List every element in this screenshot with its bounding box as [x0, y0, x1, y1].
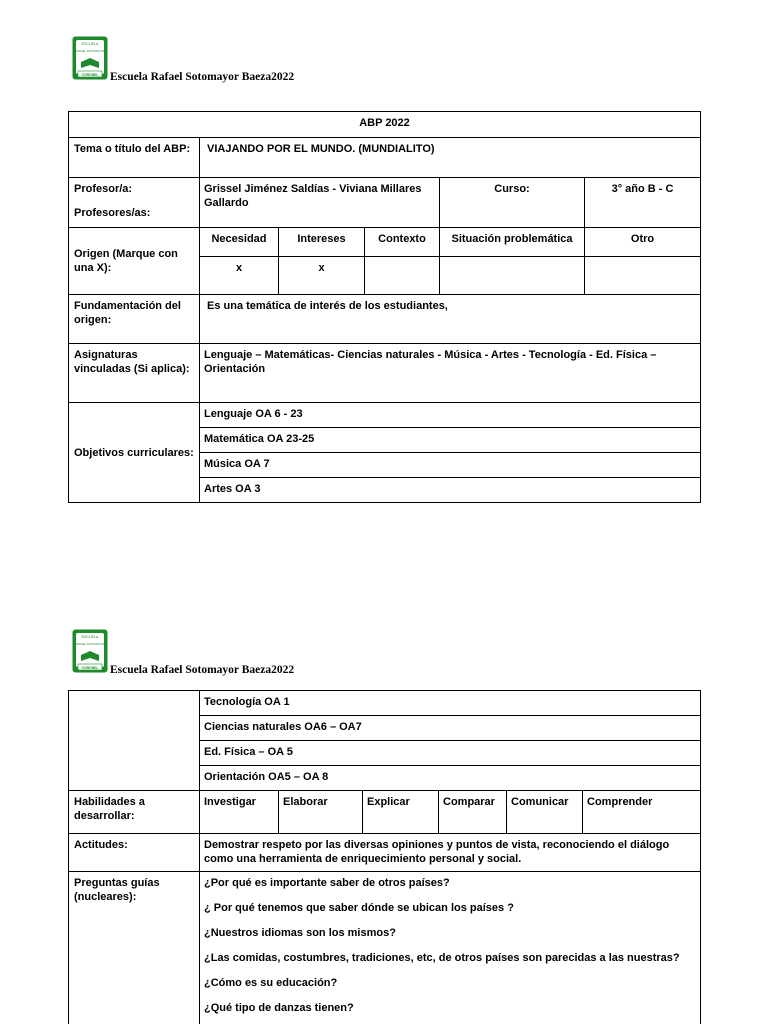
profesor-label: Profesor/a:	[74, 183, 133, 195]
habilidades-label: Habilidades a desarrollar:	[69, 791, 200, 834]
pregunta-item: ¿Por qué es importante saber de otros países?	[204, 877, 450, 889]
origen-option: Contexto	[365, 228, 440, 257]
pregunta-item: ¿Nuestros idiomas son los mismos?	[204, 927, 396, 939]
school-name: Escuela Rafael Sotomayor Baeza2022	[110, 664, 295, 676]
pregunta-item: ¿Qué tipo de danzas tienen?	[204, 1002, 354, 1014]
origen-mark	[585, 257, 701, 295]
origen-mark	[365, 257, 440, 295]
origen-option: Necesidad	[200, 228, 279, 257]
logo-top-text: ESCUELA	[81, 42, 99, 46]
fundamentacion-label: Fundamentación del origen:	[69, 295, 200, 344]
pregunta-item: ¿ Por qué tenemos que saber dónde se ubican los países ?	[204, 902, 514, 914]
curso-value: 3° año B - C	[585, 178, 701, 228]
asignaturas-value: Lenguaje – Matemáticas- Ciencias naturales - Música - Artes - Tecnología - Ed. Física – Orientación	[200, 344, 701, 403]
asignaturas-label: Asignaturas vinculadas (Si aplica):	[69, 344, 200, 403]
preguntas-cell	[200, 872, 701, 1024]
origen-mark: x	[200, 257, 279, 295]
habilidad-item: Elaborar	[279, 791, 363, 834]
tema-label: Tema o título del ABP:	[69, 138, 200, 178]
habilidad-item: Explicar	[363, 791, 439, 834]
habilidad-item: Comunicar	[507, 791, 583, 834]
fundamentacion-value: Es una temática de interés de los estudiantes,	[200, 295, 701, 344]
objetivo-item: Tecnología OA 1	[200, 691, 701, 716]
preguntas-label: Preguntas guías (nucleares):	[69, 872, 200, 1024]
logo-middle-text: RAFAEL SOTOMAYOR	[75, 642, 105, 646]
abp-table-continued	[68, 690, 701, 1024]
actitudes-label: Actitudes:	[69, 834, 200, 872]
origen-label: Origen (Marque con una X):	[69, 228, 200, 295]
habilidad-item: Comparar	[439, 791, 507, 834]
objetivos-label-empty	[69, 691, 200, 791]
origen-mark	[440, 257, 585, 295]
logo-bottom-text: CORONEL	[81, 73, 99, 77]
origen-option: Intereses	[279, 228, 365, 257]
school-logo	[72, 36, 108, 80]
school-name: Escuela Rafael Sotomayor Baeza2022	[110, 71, 295, 83]
objetivos-label: Objetivos curriculares:	[69, 403, 200, 503]
table-title: ABP 2022	[69, 112, 701, 138]
profesor-value: Grissel Jiménez Saldías - Viviana Millares Gallardo	[200, 178, 440, 228]
objetivo-item: Ed. Física – OA 5	[200, 741, 701, 766]
origen-option: Situación problemática	[440, 228, 585, 257]
objetivo-item: Artes OA 3	[200, 478, 701, 503]
actitudes-value: Demostrar respeto por las diversas opiniones y puntos de vista, reconociendo el diálogo como una herramienta de enriquecimiento personal y social.	[200, 834, 701, 872]
origen-option: Otro	[585, 228, 701, 257]
objetivo-item: Matemática OA 23-25	[200, 428, 701, 453]
tema-value: VIAJANDO POR EL MUNDO. (MUNDIALITO)	[200, 138, 701, 178]
document-page-2	[0, 594, 768, 1024]
logo-bottom-text: CORONEL	[81, 666, 99, 670]
habilidad-item: Investigar	[200, 791, 279, 834]
habilidad-item: Comprender	[583, 791, 701, 834]
school-logo	[72, 629, 108, 673]
curso-label: Curso:	[440, 178, 585, 228]
logo-middle-text: RAFAEL SOTOMAYOR	[75, 49, 105, 53]
abp-table	[68, 111, 701, 503]
pregunta-item: ¿Las comidas, costumbres, tradiciones, etc, de otros países son parecidas a las nuestras?	[204, 952, 680, 964]
pregunta-item: ¿Cómo es su educación?	[204, 977, 338, 989]
logo-top-text: ESCUELA	[81, 635, 99, 639]
objetivo-item: Música OA 7	[200, 453, 701, 478]
objetivo-item: Orientación OA5 – OA 8	[200, 766, 701, 791]
objetivo-item: Lenguaje OA 6 - 23	[200, 403, 701, 428]
objetivo-item: Ciencias naturales OA6 – OA7	[200, 716, 701, 741]
profesor-label-cell	[69, 178, 200, 228]
profesores-label: Profesores/as:	[74, 207, 151, 219]
origen-mark: x	[279, 257, 365, 295]
